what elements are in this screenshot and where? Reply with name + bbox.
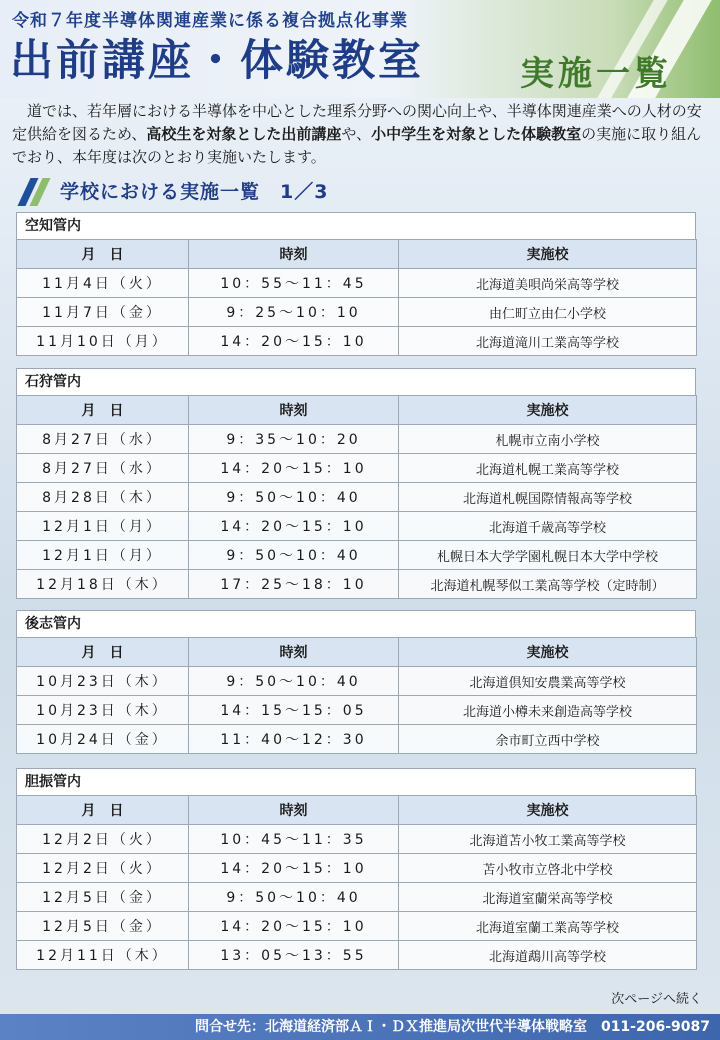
table-row bbox=[17, 454, 697, 483]
schedule-table bbox=[16, 239, 697, 356]
date-cell: 10月23日（木） bbox=[17, 696, 189, 725]
school-cell: 北海道滝川工業高等学校 bbox=[399, 327, 697, 356]
document-subtitle: 令和７年度半導体関連産業に係る複合拠点化事業 bbox=[12, 11, 408, 31]
time-cell: 10：45～11：35 bbox=[189, 825, 399, 854]
column-header-school: 実施校 bbox=[399, 396, 697, 425]
time-cell: 17：25～18：10 bbox=[189, 570, 399, 599]
column-header-date: 月 日 bbox=[17, 638, 189, 667]
column-header-school: 実施校 bbox=[399, 638, 697, 667]
table-row bbox=[17, 667, 697, 696]
region-block bbox=[16, 368, 696, 599]
school-cell: 北海道鵡川高等学校 bbox=[399, 941, 697, 970]
table-row bbox=[17, 425, 697, 454]
school-cell: 苫小牧市立啓北中学校 bbox=[399, 854, 697, 883]
intro-text: や、 bbox=[341, 125, 372, 143]
table-row bbox=[17, 825, 697, 854]
region-name: 石狩管内 bbox=[16, 368, 696, 395]
school-cell: 余市町立西中学校 bbox=[399, 725, 697, 754]
table-row bbox=[17, 912, 697, 941]
table-row bbox=[17, 725, 697, 754]
time-cell: 14：20～15：10 bbox=[189, 327, 399, 356]
table-row bbox=[17, 483, 697, 512]
school-cell: 北海道札幌国際情報高等学校 bbox=[399, 483, 697, 512]
table-header-row bbox=[17, 796, 697, 825]
region-block bbox=[16, 212, 696, 356]
date-cell: 12月18日（木） bbox=[17, 570, 189, 599]
time-cell: 14：20～15：10 bbox=[189, 854, 399, 883]
date-cell: 12月5日（金） bbox=[17, 912, 189, 941]
column-header-date: 月 日 bbox=[17, 240, 189, 269]
region-name: 後志管内 bbox=[16, 610, 696, 637]
column-header-time: 時刻 bbox=[189, 638, 399, 667]
intro-highlight-highschool: 高校生を対象とした出前講座 bbox=[146, 125, 342, 143]
date-cell: 8月27日（水） bbox=[17, 454, 189, 483]
time-cell: 9：50～10：40 bbox=[189, 883, 399, 912]
intro-highlight-elementary: 小中学生を対象とした体験教室 bbox=[371, 125, 582, 143]
school-cell: 北海道倶知安農業高等学校 bbox=[399, 667, 697, 696]
table-row bbox=[17, 269, 697, 298]
date-cell: 12月2日（火） bbox=[17, 825, 189, 854]
school-cell: 北海道札幌琴似工業高等学校（定時制） bbox=[399, 570, 697, 599]
column-header-school: 実施校 bbox=[399, 796, 697, 825]
school-cell: 北海道苫小牧工業高等学校 bbox=[399, 825, 697, 854]
column-header-time: 時刻 bbox=[189, 240, 399, 269]
list-title: 実施一覧 bbox=[520, 54, 672, 94]
date-cell: 12月11日（木） bbox=[17, 941, 189, 970]
date-cell: 11月7日（金） bbox=[17, 298, 189, 327]
time-cell: 9：25～10：10 bbox=[189, 298, 399, 327]
region-block bbox=[16, 610, 696, 754]
region-block bbox=[16, 768, 696, 970]
schedule-table bbox=[16, 395, 697, 599]
school-cell: 由仁町立由仁小学校 bbox=[399, 298, 697, 327]
date-cell: 11月4日（火） bbox=[17, 269, 189, 298]
table-header-row bbox=[17, 638, 697, 667]
school-cell: 北海道千歳高等学校 bbox=[399, 512, 697, 541]
table-row bbox=[17, 541, 697, 570]
school-cell: 札幌市立南小学校 bbox=[399, 425, 697, 454]
time-cell: 14：20～15：10 bbox=[189, 512, 399, 541]
intro-text: の実施に取り組んでおり、本年度は次のとおり実施いたします。 bbox=[12, 125, 702, 166]
document-title: 出前講座・体験教室 bbox=[10, 36, 424, 86]
table-row bbox=[17, 570, 697, 599]
header-banner bbox=[0, 0, 720, 98]
school-cell: 北海道室蘭栄高等学校 bbox=[399, 883, 697, 912]
date-cell: 12月1日（月） bbox=[17, 541, 189, 570]
date-cell: 11月10日（月） bbox=[17, 327, 189, 356]
contact-footer bbox=[0, 1014, 720, 1040]
column-header-date: 月 日 bbox=[17, 796, 189, 825]
table-row bbox=[17, 298, 697, 327]
date-cell: 12月1日（月） bbox=[17, 512, 189, 541]
date-cell: 12月5日（金） bbox=[17, 883, 189, 912]
school-cell: 北海道小樽未来創造高等学校 bbox=[399, 696, 697, 725]
time-cell: 14：20～15：10 bbox=[189, 912, 399, 941]
column-header-time: 時刻 bbox=[189, 396, 399, 425]
slash-logo-icon bbox=[18, 178, 48, 206]
date-cell: 10月23日（木） bbox=[17, 667, 189, 696]
time-cell: 9：50～10：40 bbox=[189, 483, 399, 512]
column-header-school: 実施校 bbox=[399, 240, 697, 269]
region-name: 胆振管内 bbox=[16, 768, 696, 795]
intro-paragraph bbox=[12, 100, 710, 169]
table-row bbox=[17, 854, 697, 883]
school-cell: 北海道札幌工業高等学校 bbox=[399, 454, 697, 483]
table-row bbox=[17, 696, 697, 725]
continued-note: 次ページへ続く bbox=[611, 992, 702, 1007]
date-cell: 10月24日（金） bbox=[17, 725, 189, 754]
time-cell: 14：15～15：05 bbox=[189, 696, 399, 725]
column-header-time: 時刻 bbox=[189, 796, 399, 825]
contact-text: 問合せ先：北海道経済部ＡＩ・ＤＸ推進局次世代半導体戦略室 011-206-9087 bbox=[194, 1019, 710, 1035]
school-cell: 北海道美唄尚栄高等学校 bbox=[399, 269, 697, 298]
region-name: 空知管内 bbox=[16, 212, 696, 239]
intro-text: 道では、若年層における半導体を中心とした理系分野への関心向上や、半導体関連産業への人材の安定供給を図るため、 bbox=[12, 102, 702, 143]
column-header-date: 月 日 bbox=[17, 396, 189, 425]
time-cell: 9：35～10：20 bbox=[189, 425, 399, 454]
school-cell: 札幌日本大学学園札幌日本大学中学校 bbox=[399, 541, 697, 570]
date-cell: 12月2日（火） bbox=[17, 854, 189, 883]
time-cell: 13：05～13：55 bbox=[189, 941, 399, 970]
time-cell: 14：20～15：10 bbox=[189, 454, 399, 483]
table-row bbox=[17, 327, 697, 356]
time-cell: 9：50～10：40 bbox=[189, 541, 399, 570]
date-cell: 8月27日（水） bbox=[17, 425, 189, 454]
table-row bbox=[17, 941, 697, 970]
table-row bbox=[17, 883, 697, 912]
date-cell: 8月28日（木） bbox=[17, 483, 189, 512]
table-header-row bbox=[17, 240, 697, 269]
school-cell: 北海道室蘭工業高等学校 bbox=[399, 912, 697, 941]
time-cell: 10：55～11：45 bbox=[189, 269, 399, 298]
table-row bbox=[17, 512, 697, 541]
time-cell: 9：50～10：40 bbox=[189, 667, 399, 696]
time-cell: 11：40～12：30 bbox=[189, 725, 399, 754]
table-header-row bbox=[17, 396, 697, 425]
schedule-table bbox=[16, 795, 697, 970]
schedule-table bbox=[16, 637, 697, 754]
section-heading-text: 学校における実施一覧 1／3 bbox=[60, 181, 329, 203]
